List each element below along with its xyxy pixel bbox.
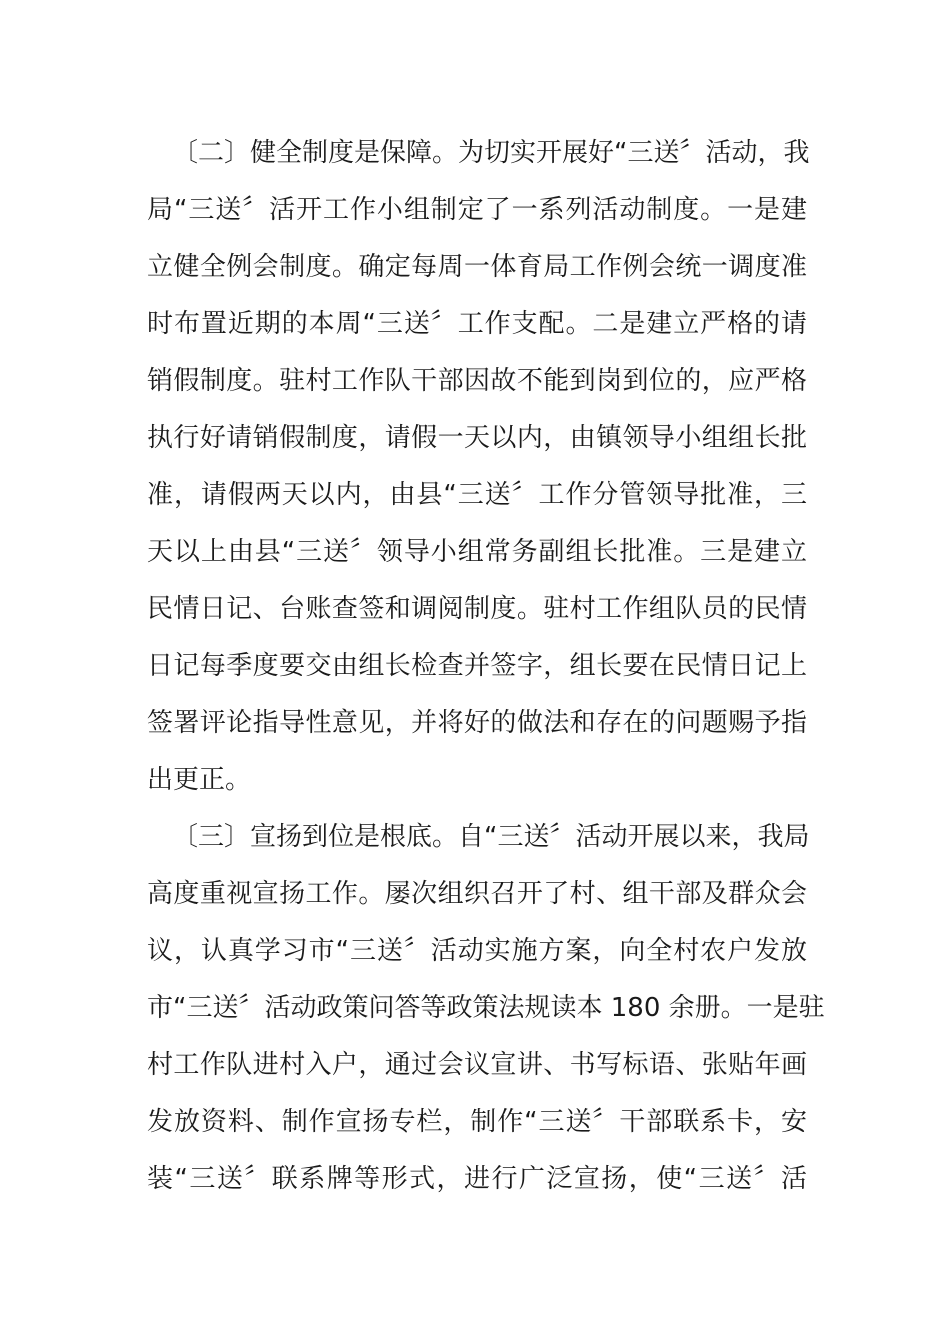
paragraph-2-line-5: 销假制度。驻村工作队干部因故不能到岗到位的，应严格 [147,366,807,396]
paragraph-3-line-6: 发放资料、制作宣扬专栏，制作“三送〞干部联系卡，安 [147,1107,807,1137]
paragraph-2-line-1: 〔二〕健全制度是保障。为切实开展好“三送〞活动，我 [172,138,810,168]
paragraph-2-line-8: 天以上由县“三送〞领导小组常务副组长批准。三是建立 [147,537,807,567]
paragraph-3-line-2: 高度重视宣扬工作。屡次组织召开了村、组干部及群众会 [147,879,807,909]
paragraph-2-line-6: 执行好请销假制度，请假一天以内，由镇领导小组组长批 [147,423,807,453]
paragraph-3-line-5: 村工作队进村入户，通过会议宣讲、书写标语、张贴年画 [147,1050,807,1080]
paragraph-2-line-12: 出更正。 [147,765,252,795]
paragraph-3-line-1: 〔三〕宣扬到位是根底。自“三送〞活动开展以来，我局 [172,822,810,852]
paragraph-2-line-7: 准，请假两天以内，由县“三送〞工作分管领导批准，三 [147,480,807,510]
paragraph-2-line-10: 日记每季度要交由组长检查并签字，组长要在民情日记上 [147,651,807,681]
paragraph-2-line-3: 立健全例会制度。确定每周一体育局工作例会统一调度准 [147,252,807,282]
paragraph-2-line-2: 局“三送〞活开工作小组制定了一系列活动制度。一是建 [147,195,807,225]
paragraph-3-line-3: 议，认真学习市“三送〞活动实施方案，向全村农户发放 [147,936,807,966]
paragraph-2-line-4: 时布置近期的本周“三送〞工作支配。二是建立严格的请 [147,309,807,339]
paragraph-2-line-11: 签署评论指导性意见，并将好的做法和存在的问题赐予指 [147,708,807,738]
paragraph-2-line-9: 民情日记、台账查签和调阅制度。驻村工作组队员的民情 [147,594,807,624]
paragraph-3-line-4: 市“三送〞活动政策问答等政策法规读本 180 余册。一是驻 [147,993,825,1023]
paragraph-3-line-7: 装“三送〞联系牌等形式，进行广泛宣扬，使“三送〞活 [147,1164,807,1194]
